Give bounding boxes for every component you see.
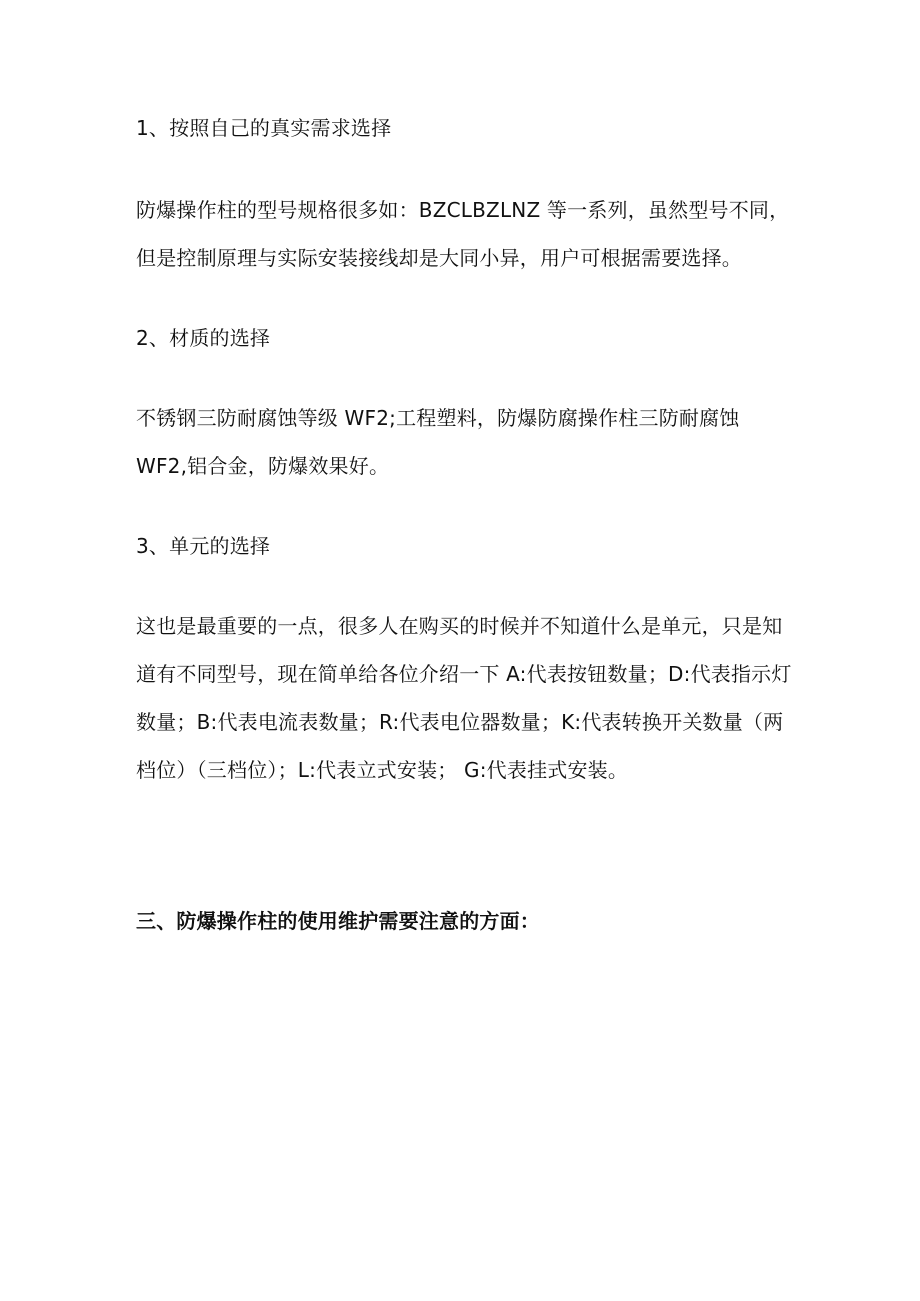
section2-paragraph-line-2: WF2,铝合金，防爆效果好。 [136, 454, 390, 478]
section3-paragraph-line-1: 这也是最重要的一点，很多人在购买的时候并不知道什么是单元，只是知 [136, 614, 783, 638]
section2-paragraph-line-1: 不锈钢三防耐腐蚀等级 WF2;工程塑料，防爆防腐操作柱三防耐腐蚀 [136, 406, 740, 430]
section3-paragraph-line-2: 道有不同型号，现在简单给各位介绍一下 A:代表按钮数量；D:代表指示灯 [136, 662, 792, 686]
section1-heading: 1、按照自己的真实需求选择 [136, 116, 392, 140]
section2-heading: 2、材质的选择 [136, 326, 271, 350]
section1-paragraph-line-2: 但是控制原理与实际安装接线却是大同小异，用户可根据需要选择。 [136, 246, 742, 270]
section1-paragraph-line-1: 防爆操作柱的型号规格很多如：BZCLBZLNZ 等一系列，虽然型号不同， [136, 198, 790, 222]
section3-paragraph-line-4: 档位）（三档位）；L:代表立式安装； G:代表挂式安装。 [136, 758, 629, 782]
section3-paragraph-line-3: 数量；B:代表电流表数量；R:代表电位器数量；K:代表转换开关数量（两 [136, 710, 784, 734]
section3-heading: 3、单元的选择 [136, 534, 271, 558]
chapter-3-heading: 三、防爆操作柱的使用维护需要注意的方面： [136, 909, 540, 933]
